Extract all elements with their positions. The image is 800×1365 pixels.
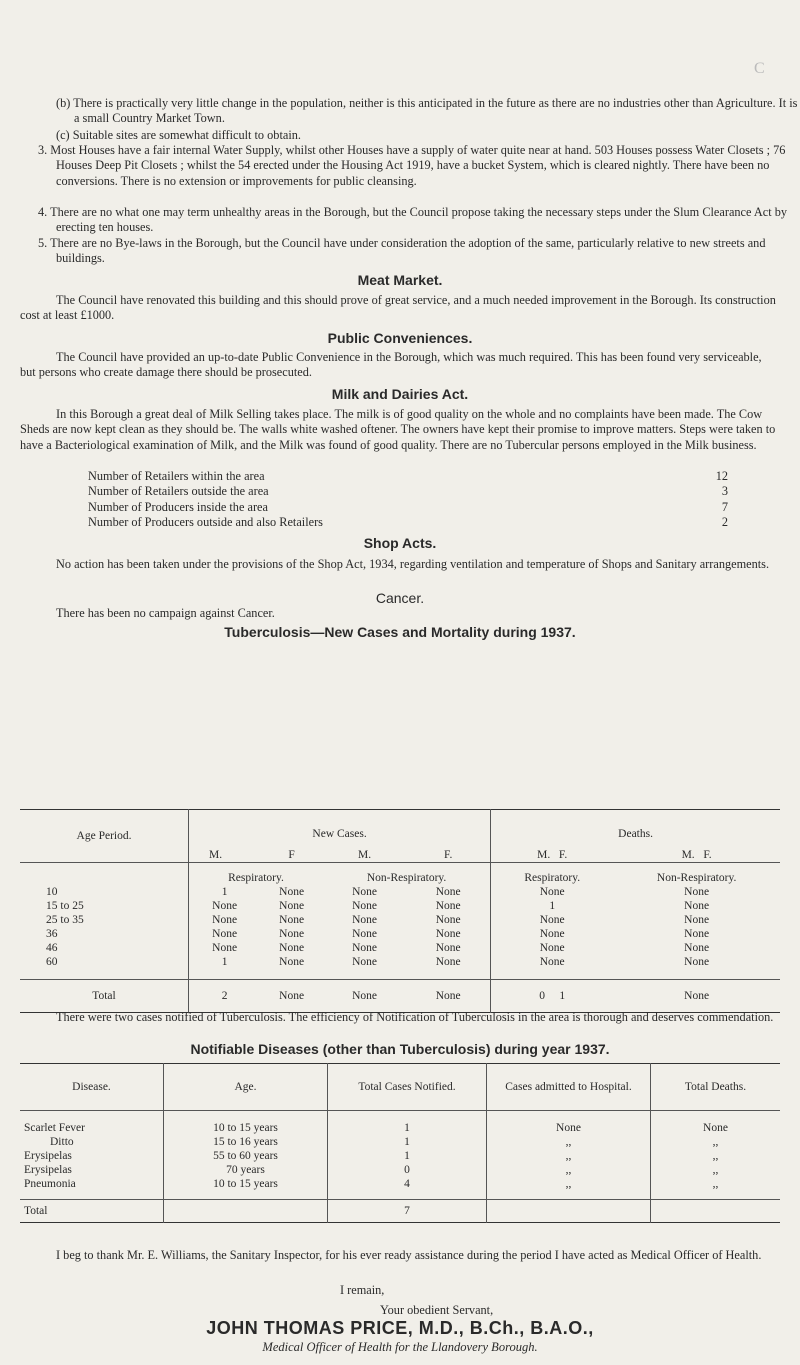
col-age-period: Age Period.: [76, 830, 132, 842]
milk-counts-list: [88, 469, 728, 531]
notifiable-diseases-table: [20, 1063, 780, 1223]
table-row: Respiratory. Non-Respiratory. Respiratory. Non-Respiratory.: [20, 863, 780, 886]
milk-dairies-text: In this Borough a great deal of Milk Selling takes place. The milk is of good quality on the whole and no complaints have been made. The Cow Sheds are now kept clean as they should be. The walls white washed oftener. The owners have kept their promise to improve matters. Steps were taken to have a Bacteriological examination of Milk, and the Milk was found of good quality. There are no Tubercular persons employed in the Milk business.: [20, 407, 776, 452]
shop-acts-text: No action has been taken under the provisions of the Shop Act, 1934, regarding ventilation and temperature of Shops and Sanitary arrangements.: [56, 557, 770, 571]
public-conveniences-heading: Public Conveniences.: [327, 330, 473, 346]
list-item: Number of Retailers outside the area 3: [88, 484, 728, 499]
table-row: 36 None None None None None None: [46, 928, 710, 940]
paragraph-5: 5. There are no Bye-laws in the Borough, but the Council have under consideration the adoption of the same, particularly relative to new streets and buildings.: [38, 236, 766, 266]
table-row: Erysipelas 70 years 0 ,, ,,: [20, 1163, 780, 1177]
meat-market-heading: Meat Market.: [357, 272, 443, 288]
tb-note: There were two cases notified of Tuberculosis. The efficiency of Notification of Tuberculosis in the area is thorough and deserves commendation.: [56, 1010, 774, 1024]
corner-mark: C: [754, 60, 765, 77]
table-row: 10 1 None None None None None: [46, 886, 710, 898]
milk-dairies-heading: Milk and Dairies Act.: [331, 386, 469, 402]
list-item: Number of Producers outside and also Retailers 2: [88, 515, 728, 530]
closing-thanks: I beg to thank Mr. E. Williams, the Sanitary Inspector, for his ever ready assistance during the period I have acted as Medical Officer of Health.: [56, 1248, 762, 1262]
table-total-row: Total 2 None None None 0 1 None: [20, 980, 780, 1013]
table-row: 60 1 None None None None None: [20, 955, 780, 980]
table-header-row: [20, 810, 780, 849]
table-row: Ditto 15 to 16 years 1 ,, ,,: [20, 1135, 780, 1149]
table-row: 46 None None None None None None: [46, 942, 710, 954]
list-item: Number of Producers inside the area 7: [88, 499, 728, 514]
paragraph-b: (b) There is practically very little change in the population, neither is this anticipated in the future as there are no industries other than Agriculture. It is a small Country Market Town.: [56, 96, 798, 126]
closing-remain: I remain,: [340, 1283, 385, 1297]
paragraph-3: 3. Most Houses have a fair internal Water Supply, whilst other Houses have a supply of water quite near at hand. 503 Houses possess Water Closets ; 76 Houses Deep Pit Closets ; whilst the 54 erected under the Housing Act 1919, have a bucket System, which is cleared nightly. There have been no conversions. There is no extension or improvements for public cleansing.: [38, 143, 786, 188]
paragraph-c: (c) Suitable sites are somewhat difficult to obtain.: [56, 128, 301, 142]
shop-acts-heading: Shop Acts.: [363, 535, 437, 551]
col-deaths: Deaths.: [491, 810, 780, 849]
table-row: 25 to 35 None None None None None None: [46, 914, 710, 926]
table-row: Erysipelas 55 to 60 years 1 ,, ,,: [20, 1149, 780, 1163]
tb-table-heading: Tuberculosis—New Cases and Mortality during 1937.: [224, 624, 576, 640]
meat-market-text: The Council have renovated this building and this should prove of great service, and a much needed improvement in the Borough. Its construction cost at least £1000.: [20, 293, 776, 323]
cancer-heading: Cancer.: [375, 590, 425, 606]
public-conveniences-text: The Council have provided an up-to-date Public Convenience in the Borough, which was much required. This has been found very serviceable, but persons who create damage there should be prosecuted.: [20, 350, 762, 380]
table-total-row: Total 7: [20, 1200, 780, 1223]
table-row: Pneumonia 10 to 15 years 4 ,, ,,: [20, 1177, 780, 1200]
paragraph-4: 4. There are no what one may term unhealthy areas in the Borough, but the Council propose taking the necessary steps under the Slum Clearance Act by erecting ten houses.: [38, 205, 787, 235]
closing-servant: Your obedient Servant,: [380, 1303, 494, 1317]
signature-title: Medical Officer of Health for the Llandovery Borough.: [262, 1340, 538, 1354]
table-row: Scarlet Fever 10 to 15 years 1 None None: [20, 1111, 780, 1136]
signature-name: JOHN THOMAS PRICE, M.D., B.Ch., B.A.O.,: [206, 1318, 594, 1338]
cancer-text: There has been no campaign against Cancer.: [56, 606, 275, 620]
list-item: Number of Retailers within the area 12: [88, 469, 728, 483]
col-new-cases: New Cases.: [189, 810, 491, 849]
table-row: 15 to 25 None None None None 1 None: [46, 900, 710, 912]
tuberculosis-table: [20, 809, 780, 1013]
table-subheader-row: M. F M. F. M. F. M. F.: [20, 848, 780, 863]
notifiable-heading: Notifiable Diseases (other than Tuberculosis) during year 1937.: [190, 1041, 610, 1057]
table-header-row: Disease. Age. Total Cases Notified. Cases admitted to Hospital. Total Deaths.: [20, 1064, 780, 1111]
